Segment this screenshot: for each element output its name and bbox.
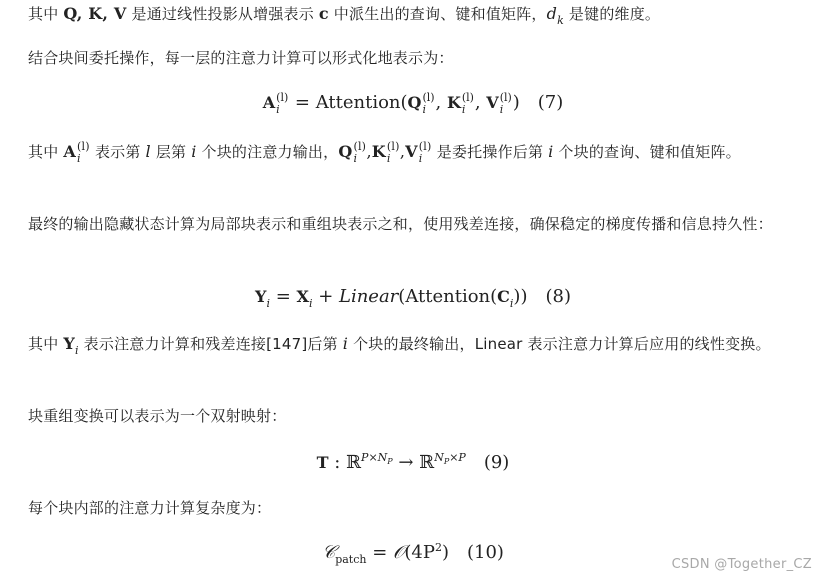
math-text: = xyxy=(269,286,297,307)
math-comma: , xyxy=(366,142,372,161)
math-subscript: i xyxy=(499,103,504,116)
math-subscript: i xyxy=(461,103,466,116)
math-script-stack xyxy=(421,91,435,116)
math-arrow: → xyxy=(392,452,420,473)
math-subscript: i xyxy=(386,152,391,165)
math-text: = Attention( xyxy=(289,92,408,113)
math-function: Linear xyxy=(339,286,399,307)
math-symbol: T xyxy=(316,453,329,472)
math-script-stack xyxy=(76,140,90,165)
text: 个块的最终输出，Linear 表示注意力计算后应用的线性变换。 xyxy=(348,335,771,353)
math-symbol: V xyxy=(113,4,127,23)
math-symbol: l xyxy=(145,142,151,161)
math-symbol: Q xyxy=(63,4,77,23)
math-symbol: c xyxy=(318,4,329,23)
equation-9 xyxy=(28,448,798,478)
paragraph-attention-output-definition xyxy=(28,138,798,166)
math-text: + xyxy=(312,286,339,307)
paragraph-attention-intro: 结合块间委托操作，每一层的注意力计算可以形式化地表示为： xyxy=(28,49,454,67)
math-symbol: V xyxy=(405,142,418,161)
math-subsubscript: P xyxy=(443,457,450,466)
math-comma: , xyxy=(399,142,406,161)
math-superscript-text: N xyxy=(434,451,444,464)
math-symbol: Q xyxy=(338,142,353,161)
text: 个块的注意力输出， xyxy=(196,143,339,161)
math-symbol: A xyxy=(262,93,276,112)
math-subsubscript: P xyxy=(387,457,393,466)
math-script-stack xyxy=(418,140,432,165)
math-symbol: ℝ xyxy=(346,452,362,473)
math-text: ) xyxy=(512,92,520,113)
math-superscript xyxy=(361,451,393,464)
text: 是委托操作后第 xyxy=(431,143,549,161)
math-symbol: d xyxy=(546,4,558,23)
text: 是键的维度。 xyxy=(563,5,661,23)
math-script-stack xyxy=(499,91,513,116)
math-superscript: (l) xyxy=(77,140,90,153)
math-subscript: patch xyxy=(335,553,367,566)
math-superscript: (l) xyxy=(499,91,512,104)
math-text: ) xyxy=(441,542,449,563)
equation-8 xyxy=(28,282,798,312)
math-symbol: 𝒪 xyxy=(393,542,405,563)
text: 是通过线性投影从增强表示 xyxy=(126,5,319,23)
math-text: )) xyxy=(513,286,528,307)
math-comma: , xyxy=(474,92,487,113)
text: 其中 xyxy=(28,143,64,161)
math-subscript: i xyxy=(353,152,358,165)
watermark: CSDN @Together_CZ xyxy=(671,557,812,572)
math-superscript: (l) xyxy=(418,140,432,153)
math-subscript: i xyxy=(308,297,313,310)
math-symbol: K xyxy=(371,142,386,161)
equation-number: (7) xyxy=(537,92,564,113)
math-symbol: V xyxy=(486,93,499,112)
math-superscript: (l) xyxy=(386,140,400,153)
math-superscript xyxy=(434,451,466,464)
math-symbol: Y xyxy=(255,287,267,306)
math-subscript: i xyxy=(75,344,79,357)
math-symbol: K xyxy=(446,93,461,112)
math-subscript: i xyxy=(276,103,280,116)
math-symbol: Q xyxy=(407,93,422,112)
math-symbol: i xyxy=(342,334,349,353)
math-symbol: i xyxy=(548,142,554,161)
math-subscript: i xyxy=(418,152,423,165)
equation-7 xyxy=(28,88,798,118)
math-superscript: (l) xyxy=(276,91,289,104)
math-subscript: k xyxy=(557,14,564,27)
math-text: (4P xyxy=(404,542,435,563)
math-symbol: 𝒞 xyxy=(322,542,336,563)
math-script-stack xyxy=(352,140,367,165)
text: 其中 xyxy=(28,5,64,23)
text: 其中 xyxy=(28,335,64,353)
math-symbol: i xyxy=(191,142,197,161)
math-subscript: i xyxy=(266,297,270,310)
math-comma: , xyxy=(435,92,447,113)
equation-number: (10) xyxy=(466,542,504,563)
math-superscript: (l) xyxy=(422,91,435,104)
math-superscript-text: P×N xyxy=(361,451,388,464)
paragraph-bijection-intro: 块重组变换可以表示为一个双射映射： xyxy=(28,407,287,425)
math-superscript: (l) xyxy=(461,91,474,104)
paragraph-final-output-definition xyxy=(28,330,798,358)
math-text: (Attention( xyxy=(398,286,498,307)
paragraph-complexity-intro: 每个块内部的注意力计算复杂度为： xyxy=(28,499,272,517)
math-symbol: K xyxy=(88,4,103,23)
math-text: : xyxy=(328,452,347,473)
math-symbol: ℝ xyxy=(419,452,435,473)
equation-number: (8) xyxy=(545,286,571,307)
paragraph-output-hidden-state: 最终的输出隐藏状态计算为局部块表示和重组块表示之和，使用残差连接，确保稳定的梯度传播和信息持久性： xyxy=(28,215,773,233)
text: 中派生出的查询、键和值矩阵， xyxy=(328,5,547,23)
math-symbol: X xyxy=(296,287,309,306)
math-symbol: C xyxy=(497,287,510,306)
math-script-stack xyxy=(386,140,400,165)
math-symbol: Y xyxy=(63,334,75,353)
text: 表示第 xyxy=(90,143,146,161)
text: 个块的查询、键和值矩阵。 xyxy=(553,143,741,161)
math-superscript: (l) xyxy=(353,140,367,153)
math-subscript: i xyxy=(509,297,514,310)
math-superscript-text: ×P xyxy=(449,451,466,464)
math-superscript: 2 xyxy=(434,541,442,554)
text: 层第 xyxy=(150,143,192,161)
math-comma: , xyxy=(76,4,89,23)
math-symbol: A xyxy=(63,142,76,161)
math-subscript: i xyxy=(422,103,427,116)
math-script-stack xyxy=(461,91,475,116)
math-text: = xyxy=(366,542,393,563)
paragraph-qkv-definition xyxy=(28,0,798,28)
equation-number: (9) xyxy=(483,452,510,473)
math-subscript: i xyxy=(77,152,81,165)
math-comma: , xyxy=(102,4,114,23)
math-script-stack xyxy=(275,91,289,116)
text: 表示注意力计算和残差连接[147]后第 xyxy=(78,335,343,353)
